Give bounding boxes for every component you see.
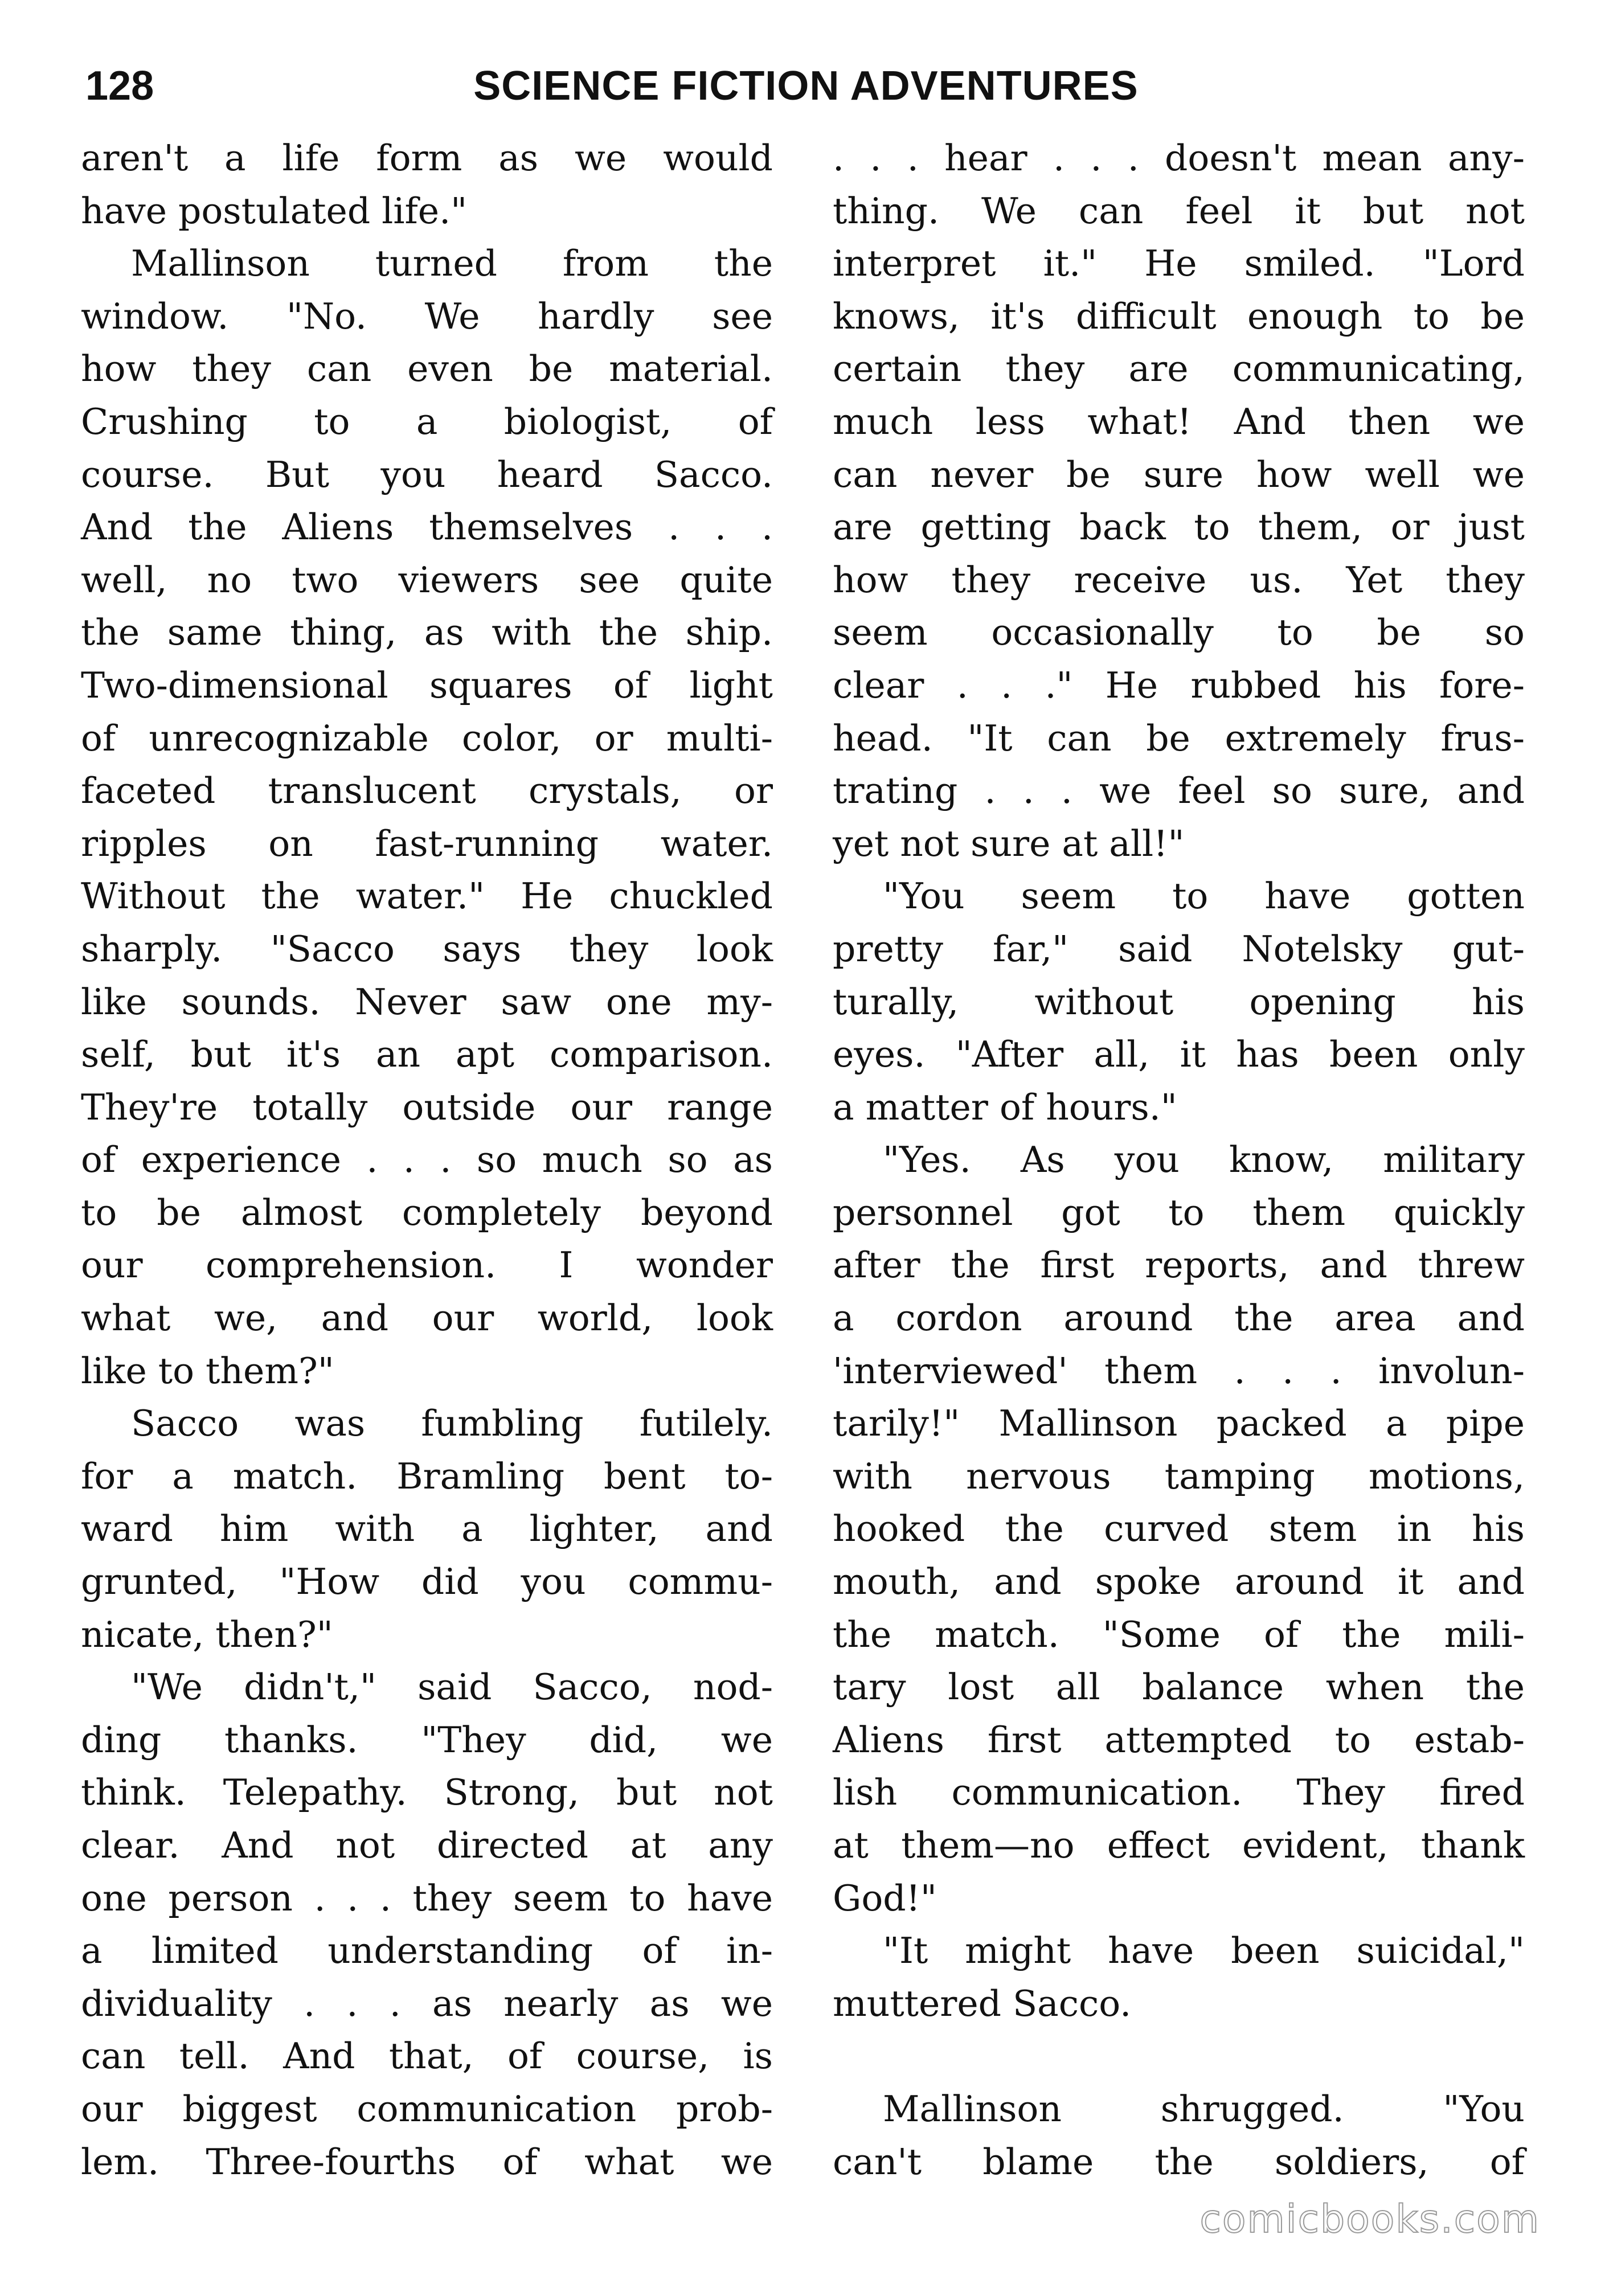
text-line: dividuality . . . as nearly as we <box>81 1982 773 2024</box>
text-line: like to them?" <box>81 1350 334 1392</box>
text-line: how they receive us. Yet they <box>833 559 1525 601</box>
text-line: the same thing, as with the ship. <box>81 612 773 654</box>
text-line: much less what! And then we <box>833 400 1525 442</box>
text-line: clear . . ." He rubbed his fore- <box>833 664 1525 706</box>
text-line: "We didn't," said Sacco, nod- <box>131 1666 773 1708</box>
text-line: 'interviewed' them . . . involun- <box>833 1350 1525 1392</box>
text-line: our comprehension. I wonder <box>81 1244 773 1286</box>
text-line: with nervous tamping motions, <box>833 1455 1525 1497</box>
watermark-text: comicbooks.com <box>1199 2197 1540 2242</box>
text-line: of unrecognizable color, or multi- <box>81 717 773 759</box>
text-line: aren't a life form as we would <box>81 137 773 179</box>
text-line: of experience . . . so much so as <box>81 1139 773 1181</box>
text-line: nicate, then?" <box>81 1613 333 1655</box>
text-line: personnel got to them quickly <box>833 1191 1525 1233</box>
text-line: like sounds. Never saw one my- <box>81 981 773 1023</box>
running-title: SCIENCE FICTION ADVENTURES <box>473 63 1139 109</box>
right-text-column <box>833 132 1525 2188</box>
text-line: clear. And not directed at any <box>81 1824 773 1866</box>
text-line: after the first reports, and threw <box>833 1244 1525 1286</box>
text-line: Sacco was fumbling futilely. <box>131 1403 773 1445</box>
text-line: a limited understanding of in- <box>81 1930 773 1972</box>
text-line: at them—no effect evident, thank <box>833 1824 1525 1866</box>
left-text-column <box>81 132 773 2188</box>
text-line: Mallinson turned from the <box>131 243 773 285</box>
text-line: "You seem to have gotten <box>883 875 1525 917</box>
text-line: to be almost completely beyond <box>81 1191 773 1233</box>
text-line: are getting back to them, or just <box>833 506 1525 548</box>
text-line: tary lost all balance when the <box>833 1666 1525 1708</box>
text-line: Without the water." He chuckled <box>81 875 773 917</box>
text-line: faceted translucent crystals, or <box>81 770 773 812</box>
text-line: mouth, and spoke around it and <box>833 1561 1525 1603</box>
text-line: God!" <box>833 1877 937 1919</box>
text-line: lish communication. They fired <box>833 1772 1525 1814</box>
text-line: self, but it's an apt comparison. <box>81 1034 773 1076</box>
text-line: course. But you heard Sacco. <box>81 453 773 495</box>
text-line: a matter of hours." <box>833 1086 1177 1128</box>
text-line: hooked the curved stem in his <box>833 1508 1525 1550</box>
text-line: yet not sure at all!" <box>833 822 1185 864</box>
text-line: can tell. And that, of course, is <box>81 2035 773 2077</box>
text-line: can never be sure how well we <box>833 453 1525 495</box>
text-line: a cordon around the area and <box>833 1297 1525 1339</box>
text-line: . . . hear . . . doesn't mean any- <box>833 137 1525 179</box>
text-line: ripples on fast-running water. <box>81 822 773 864</box>
section-break <box>833 2030 1525 2083</box>
text-line: have postulated life." <box>81 190 468 232</box>
text-line: certain they are communicating, <box>833 348 1525 390</box>
text-line: lem. Three-fourths of what we <box>81 2141 773 2183</box>
text-line: And the Aliens themselves . . . <box>81 506 773 548</box>
page-number: 128 <box>85 63 154 109</box>
text-line: muttered Sacco. <box>833 1982 1132 2024</box>
text-line: well, no two viewers see quite <box>81 559 773 601</box>
text-line: tarily!" Mallinson packed a pipe <box>833 1403 1525 1445</box>
text-line: the match. "Some of the mili- <box>833 1613 1525 1655</box>
text-line: pretty far," said Notelsky gut- <box>833 928 1525 970</box>
text-line: Aliens first attempted to estab- <box>833 1719 1525 1761</box>
text-line: our biggest communication prob- <box>81 2088 773 2130</box>
text-line: grunted, "How did you commu- <box>81 1561 773 1603</box>
text-line: think. Telepathy. Strong, but not <box>81 1772 773 1814</box>
text-line: window. "No. We hardly see <box>81 295 773 337</box>
text-line: sharply. "Sacco says they look <box>81 928 773 970</box>
text-line: turally, without opening his <box>833 981 1525 1023</box>
text-line: ward him with a lighter, and <box>81 1508 773 1550</box>
text-line: thing. We can feel it but not <box>833 190 1525 232</box>
text-line: one person . . . they seem to have <box>81 1877 773 1919</box>
page-header <box>85 55 1526 117</box>
text-line: can't blame the soldiers, of <box>833 2141 1525 2183</box>
text-line: how they can even be material. <box>81 348 773 390</box>
text-line: head. "It can be extremely frus- <box>833 717 1525 759</box>
text-line: seem occasionally to be so <box>833 612 1525 654</box>
text-line: They're totally outside our range <box>81 1086 773 1128</box>
text-line: trating . . . we feel so sure, and <box>833 770 1525 812</box>
text-line: "Yes. As you know, military <box>883 1139 1525 1181</box>
text-line: for a match. Bramling bent to- <box>81 1455 773 1497</box>
text-line: Two-dimensional squares of light <box>81 664 773 706</box>
text-line: Crushing to a biologist, of <box>81 400 773 442</box>
text-line: interpret it." He smiled. "Lord <box>833 243 1525 285</box>
text-line: ding thanks. "They did, we <box>81 1719 773 1761</box>
text-line: "It might have been suicidal," <box>883 1930 1525 1972</box>
text-line: what we, and our world, look <box>81 1297 773 1339</box>
text-line: knows, it's difficult enough to be <box>833 295 1525 337</box>
text-line: Mallinson shrugged. "You <box>883 2088 1525 2130</box>
text-line: eyes. "After all, it has been only <box>833 1034 1525 1076</box>
